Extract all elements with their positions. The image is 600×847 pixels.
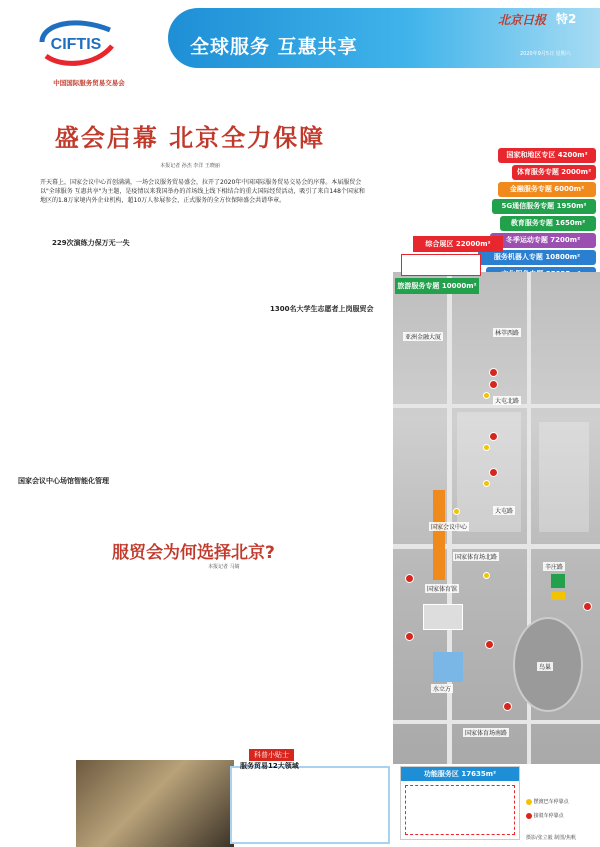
pin-icon	[489, 368, 498, 377]
map-zone-2: 旅游服务专题 10000m²	[395, 278, 479, 294]
map-label: 大屯路	[495, 508, 514, 515]
map-label: 国家体育场南路	[465, 730, 508, 737]
article2-byline: 本报记者 马婧	[208, 564, 240, 570]
bus-stop-icon	[483, 392, 490, 399]
section-title-1: 229次演练力保万无一失	[52, 239, 130, 247]
photo-credit: 摄影/张立毅 制图/焦帆	[526, 835, 576, 841]
pin-icon	[503, 702, 512, 711]
map-block	[539, 422, 589, 532]
section-title-3: 国家会议中心场馆智能化管理	[18, 477, 109, 485]
water-cube	[433, 652, 463, 682]
zone-item: 金融服务专题 6000m²	[498, 182, 596, 197]
legend-detail	[405, 785, 515, 835]
bus-stop-icon	[483, 444, 490, 451]
tips-box	[230, 766, 390, 844]
article-body-col1c	[18, 488, 255, 526]
map-label: 大屯北路	[495, 398, 520, 405]
convention-center-building	[433, 490, 445, 580]
pin-icon	[526, 813, 532, 819]
map-zone-1-detail	[401, 254, 481, 276]
zone-item: 国家和地区专区 4200m²	[498, 148, 596, 163]
slogan: 全球服务 互惠共享	[190, 36, 358, 58]
pin-icon	[405, 574, 414, 583]
article-body-col1b	[18, 412, 128, 472]
event-photo	[76, 760, 234, 847]
publish-date: 2020年9月5日 星期六	[520, 51, 571, 57]
zone-item: 体育服务专题 2000m²	[512, 165, 596, 180]
zone-item: 冬季运动专题 7200m²	[490, 233, 596, 248]
map-label: 国家会议中心	[431, 524, 468, 531]
ciftis-logo-icon	[36, 16, 116, 70]
article2-title: 服贸会为何选择北京?	[112, 543, 275, 563]
road	[393, 544, 600, 549]
zone-item: 5G通信服务专题 1950m²	[492, 199, 596, 214]
legend-title: 功能服务区 17635m²	[401, 767, 519, 781]
page-number: 特2	[556, 12, 577, 26]
bus-stop-icon	[526, 799, 532, 805]
road	[393, 720, 600, 724]
zone-item: 服务机器人专题 10800m²	[478, 250, 596, 265]
map-label: 国家体育馆	[427, 586, 458, 593]
pin-icon	[489, 380, 498, 389]
pin-icon	[489, 468, 498, 477]
legend-station: 接驳车停靠点	[526, 812, 564, 819]
pin-icon	[405, 632, 414, 641]
pin-icon	[485, 640, 494, 649]
headline: 盛会启幕 北京全力保障	[54, 124, 326, 152]
map-label: 亚洲金融大厦	[405, 334, 442, 341]
section-title-2: 1300名大学生志愿者上岗服贸会	[270, 305, 374, 313]
map-label: 辛庄路	[545, 564, 564, 571]
venue-marker	[551, 574, 565, 588]
logo-subtitle: 中国国际服务贸易交易会	[53, 79, 125, 87]
article-body-col3b	[262, 316, 380, 526]
article-body-col3a	[262, 238, 380, 300]
map-label: 鸟巢	[539, 664, 552, 671]
tips-tag: 科普小贴士	[249, 749, 294, 761]
zone-item: 教育服务专题 1650m²	[500, 216, 596, 231]
article2-col3	[282, 578, 387, 746]
legend-bus: 摆渡巴车停靠点	[526, 798, 569, 805]
ciftis-logo	[0, 0, 168, 96]
bus-stop-icon	[483, 480, 490, 487]
article-body-col2	[135, 238, 255, 398]
bus-stop-icon	[483, 572, 490, 579]
page-header	[0, 0, 600, 96]
map-legend	[400, 766, 520, 840]
venue-marker	[551, 592, 565, 600]
article-body-col1	[18, 250, 128, 410]
article2-col2	[160, 578, 275, 758]
gymnasium-building	[423, 604, 463, 630]
tips-title: 服务贸易12大领域	[240, 762, 299, 770]
logo-wordmark: CIFTIS	[50, 36, 102, 53]
pin-icon	[489, 432, 498, 441]
newspaper-name: 北京日报	[498, 13, 547, 27]
map-label: 水立方	[433, 686, 452, 693]
pin-icon	[583, 602, 592, 611]
bus-stop-icon	[453, 508, 460, 515]
map-zone-1: 综合展区 22000m²	[413, 236, 503, 252]
map-label: 林萃西路	[495, 330, 520, 337]
map-label: 国家体育场北路	[455, 554, 498, 561]
intro-paragraph: 开天幕上，国家会议中心首创满满，一场会议服务贸易盛会，拉开了2020年中国国际服务贸易交易会的序幕。本届服贸会以"全球服务 互惠共享"为主题，是疫情以来我国举办的首场线上线下相结合的重大国际经贸活动，吸引了来自148个国家和地区的1.8万家境内外企业机构，超10万人参展参会，正式服务的全方位保障盛会共谱华章。	[40, 179, 365, 204]
article2-col1	[76, 578, 156, 758]
byline: 本报记者 孙杰 李洋 王晓丽	[160, 163, 220, 169]
